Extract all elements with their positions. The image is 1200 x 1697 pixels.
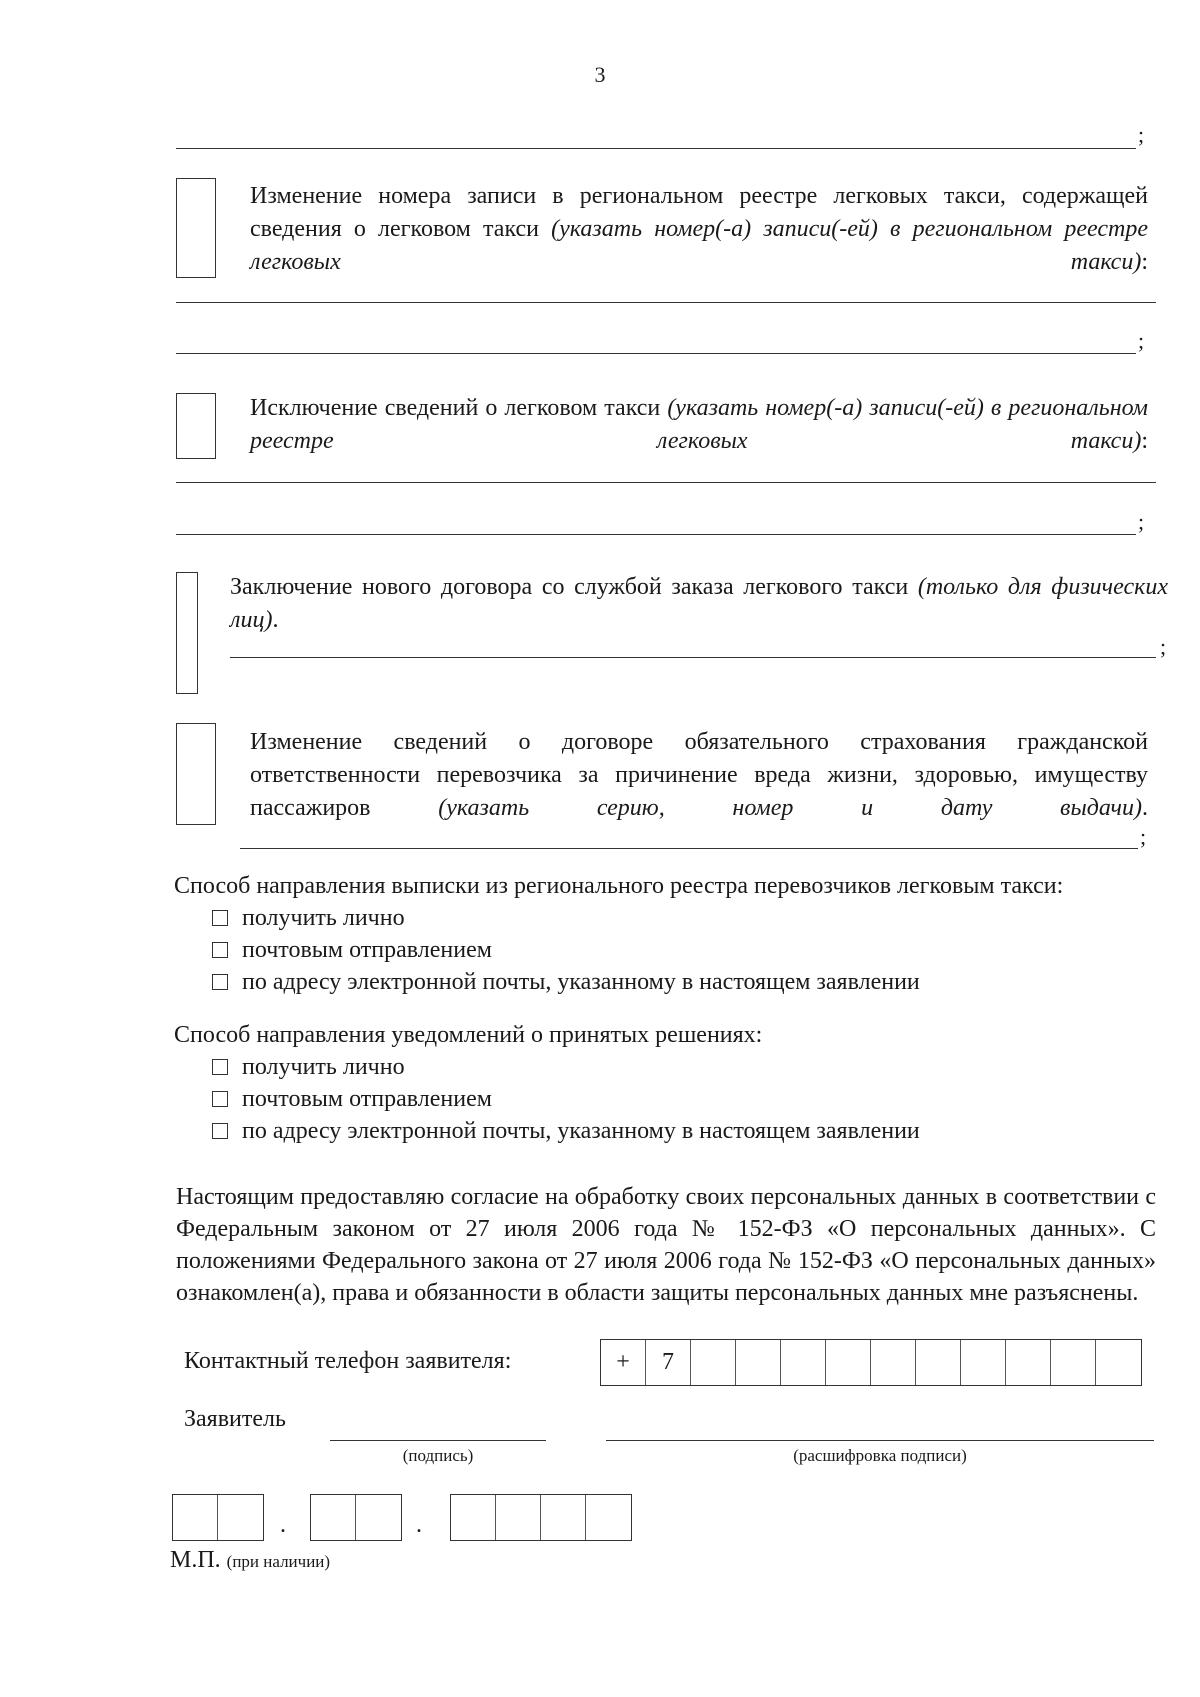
phone-cell[interactable]	[1096, 1340, 1141, 1385]
continuation-line[interactable]	[176, 148, 1136, 149]
line-terminator: ;	[1138, 509, 1145, 534]
date-day[interactable]	[172, 1494, 264, 1541]
checkbox-icon[interactable]	[212, 974, 228, 990]
signature-decoding-line[interactable]	[606, 1440, 1154, 1441]
checkbox-new-contract[interactable]	[176, 572, 198, 694]
date-cell[interactable]	[356, 1495, 401, 1540]
item-hint: (указать номер(-а) записи(-ей) в региональном реестре легковых такси)	[250, 395, 1149, 454]
checkbox-icon[interactable]	[212, 1091, 228, 1107]
option-label: почтовым отправлением	[242, 937, 492, 963]
consent-paragraph	[176, 1181, 1156, 1309]
date-cell[interactable]	[496, 1495, 541, 1540]
notice-option-in-person[interactable]	[212, 1052, 405, 1082]
date-separator: .	[416, 1512, 422, 1538]
checkbox-icon[interactable]	[212, 942, 228, 958]
item-new-contract	[230, 571, 1168, 637]
fill-line[interactable]	[240, 848, 1138, 849]
item-hint: (указать номер(-а) записи(-ей) в региональном реестре легковых такси)	[250, 216, 1149, 275]
extract-option-in-person[interactable]	[212, 903, 405, 933]
option-label: по адресу электронной почты, указанному в настоящем заявлении	[242, 1118, 920, 1144]
option-label: получить лично	[242, 905, 405, 931]
item-tail: .	[272, 607, 279, 633]
fill-line[interactable]	[176, 302, 1156, 303]
phone-label: Контактный телефон заявителя:	[184, 1348, 512, 1374]
extract-option-email[interactable]	[212, 967, 920, 997]
date-cell[interactable]	[218, 1495, 263, 1540]
phone-cell[interactable]	[826, 1340, 871, 1385]
stamp-note: (при наличии)	[226, 1552, 331, 1571]
fill-line[interactable]	[230, 657, 1156, 658]
date-cell[interactable]	[451, 1495, 496, 1540]
phone-cell[interactable]	[916, 1340, 961, 1385]
date-cell[interactable]	[541, 1495, 586, 1540]
consent-text: Настоящим предоставляю согласие на обработку своих персональных данных в соответствии с Федеральным законом от 27 июля 2006 года № 152-ФЗ «О персональных данных». С положениями Федерального закона от 27 июля 2006 года № 152-ФЗ «О персональных данных» ознакомлен(а), права и обязанности в области защиты персональных данных мне разъяснены.	[176, 1184, 1156, 1306]
signature-caption: (подпись)	[402, 1446, 474, 1465]
stamp-abbr: М.П.	[170, 1547, 221, 1573]
item-text: Изменение сведений о договоре обязательного страхования гражданской ответственности перевозчика за причинение вреда жизни, здоровью, имуществу пассажиров	[250, 729, 1148, 821]
item-tail: :	[1141, 428, 1148, 454]
option-label: получить лично	[242, 1054, 405, 1080]
item-hint: (указать серию, номер и дату выдачи)	[438, 795, 1142, 821]
applicant-label: Заявитель	[184, 1406, 286, 1432]
notice-option-email[interactable]	[212, 1116, 920, 1146]
phone-cell[interactable]	[1051, 1340, 1096, 1385]
fill-line[interactable]	[176, 482, 1156, 483]
checkbox-insurance-change[interactable]	[176, 723, 216, 825]
signature-line[interactable]	[330, 1440, 546, 1441]
line-terminator: ;	[1138, 328, 1145, 353]
item-hint: (только для физических лиц)	[230, 574, 1169, 633]
phone-cell[interactable]	[871, 1340, 916, 1385]
item-text: Изменение номера записи в региональном реестре легковых такси, содержащей сведения о легковом такси	[250, 183, 1148, 242]
extract-option-mail[interactable]	[212, 935, 492, 965]
item-tail: :	[1141, 249, 1148, 275]
date-month[interactable]	[310, 1494, 402, 1541]
phone-input-grid[interactable]	[600, 1339, 1142, 1386]
checkbox-change-record-number[interactable]	[176, 178, 216, 278]
phone-cell: 7	[646, 1340, 691, 1385]
phone-cell[interactable]	[736, 1340, 781, 1385]
item-text: Исключение сведений о легковом такси	[250, 395, 668, 421]
item-tail: .	[1142, 795, 1148, 821]
phone-cell: +	[601, 1340, 646, 1385]
fill-line[interactable]	[176, 534, 1136, 535]
notice-delivery-title: Способ направления уведомлений о принятых решениях:	[174, 1022, 763, 1048]
extract-delivery-title: Способ направления выписки из регионального реестра перевозчиков легковым такси:	[174, 873, 1064, 899]
page-number: 3	[594, 62, 606, 87]
line-terminator: ;	[1138, 122, 1145, 147]
checkbox-icon[interactable]	[212, 1059, 228, 1075]
date-cell[interactable]	[311, 1495, 356, 1540]
item-change-record-number	[250, 180, 1148, 279]
date-year[interactable]	[450, 1494, 632, 1541]
checkbox-icon[interactable]	[212, 1123, 228, 1139]
date-cell[interactable]	[586, 1495, 631, 1540]
line-terminator: ;	[1160, 634, 1167, 659]
line-terminator: ;	[1140, 824, 1147, 849]
option-label: почтовым отправлением	[242, 1086, 492, 1112]
date-separator: .	[280, 1512, 286, 1538]
phone-cell[interactable]	[961, 1340, 1006, 1385]
phone-cell[interactable]	[781, 1340, 826, 1385]
item-text: Заключение нового договора со службой заказа легкового такси	[230, 574, 918, 600]
option-label: по адресу электронной почты, указанному в настоящем заявлении	[242, 969, 920, 995]
notice-option-mail[interactable]	[212, 1084, 492, 1114]
checkbox-exclude-taxi[interactable]	[176, 393, 216, 459]
item-exclude-taxi	[250, 392, 1148, 458]
item-insurance-change	[250, 726, 1148, 825]
stamp-label	[170, 1547, 330, 1574]
date-cell[interactable]	[173, 1495, 218, 1540]
checkbox-icon[interactable]	[212, 910, 228, 926]
phone-cell[interactable]	[691, 1340, 736, 1385]
decoding-caption: (расшифровка подписи)	[793, 1446, 967, 1465]
phone-cell[interactable]	[1006, 1340, 1051, 1385]
fill-line[interactable]	[176, 353, 1136, 354]
